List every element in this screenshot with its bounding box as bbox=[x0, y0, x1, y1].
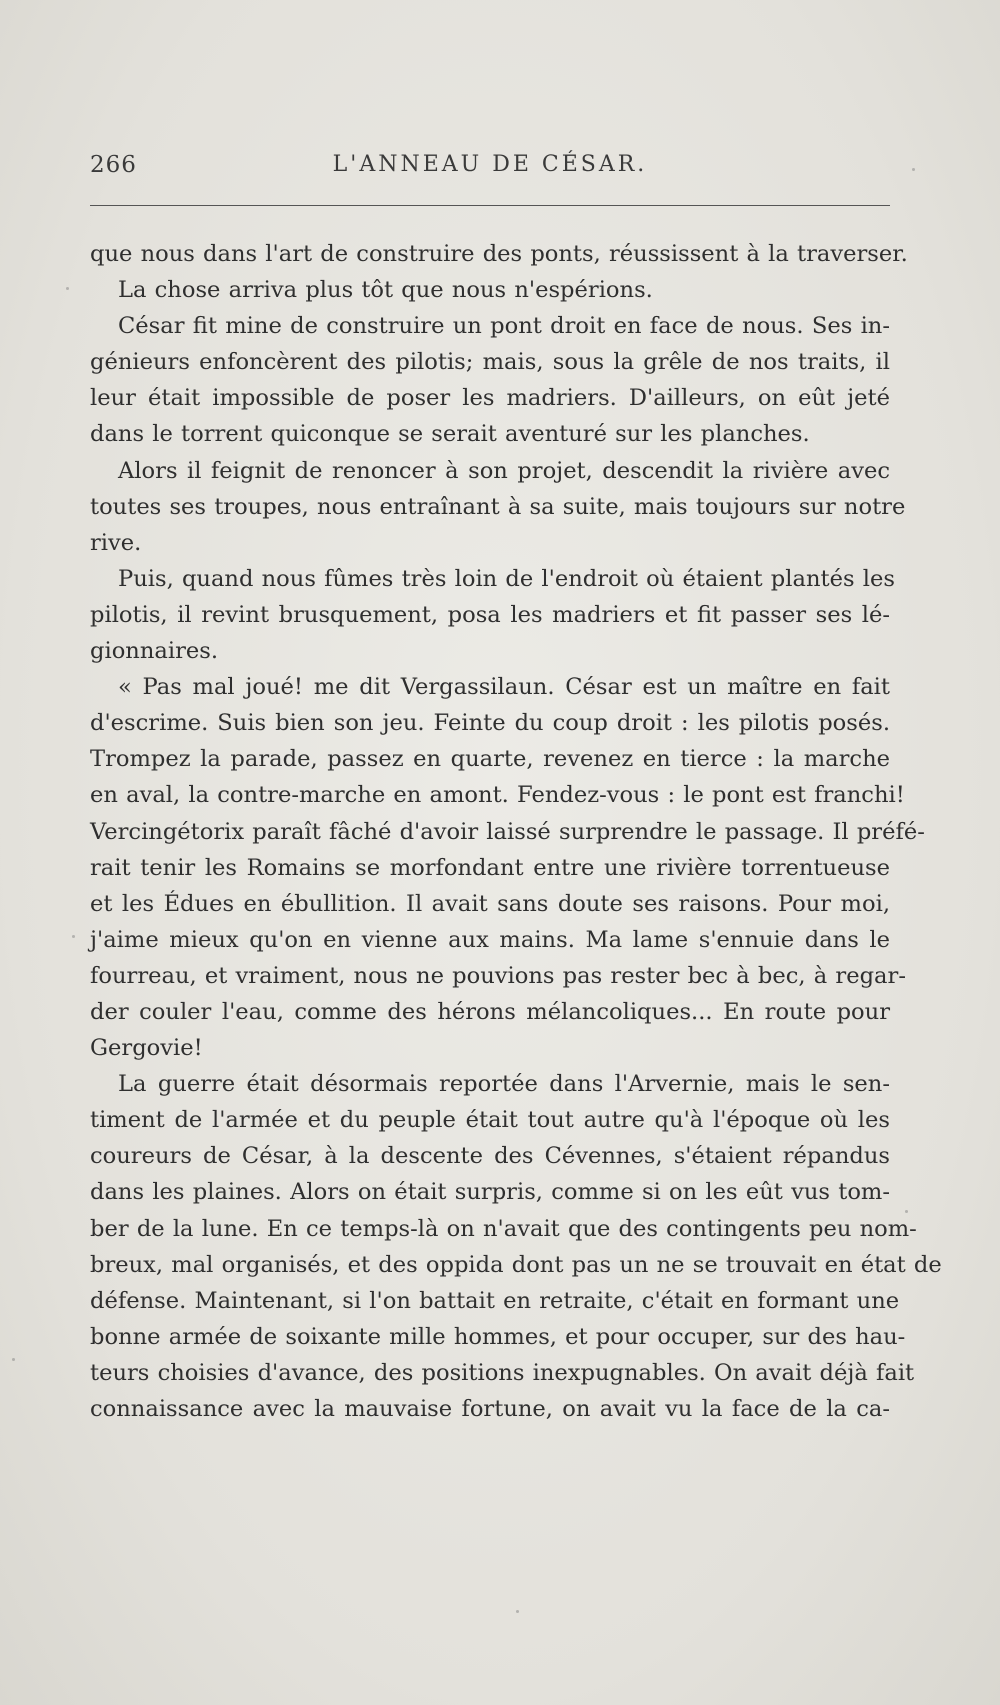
text-line: der couler l'eau, comme des hérons mélancoliques... En route pour bbox=[90, 998, 890, 1025]
text-line: défense. Maintenant, si l'on battait en retraite, c'était en formant une bbox=[90, 1287, 900, 1314]
text-line: La guerre était désormais reportée dans l'Arvernie, mais le sen- bbox=[118, 1071, 890, 1098]
text-line: génieurs enfoncèrent des pilotis; mais, sous la grêle de nos traits, il bbox=[90, 349, 890, 376]
text-line: j'aime mieux qu'on en vienne aux mains. Ma lame s'ennuie dans le bbox=[90, 926, 890, 953]
text-line: bonne armée de soixante mille hommes, et pour occuper, sur des hau- bbox=[90, 1323, 906, 1350]
paper-speck bbox=[912, 168, 915, 171]
text-line: « Pas mal joué! me dit Vergassilaun. César est un maître en fait bbox=[118, 674, 890, 701]
text-line: La chose arriva plus tôt que nous n'espérions. bbox=[118, 277, 653, 304]
text-line: Gergovie! bbox=[90, 1035, 203, 1062]
running-title: L'ANNEAU DE CÉSAR. bbox=[332, 152, 648, 177]
text-line: que nous dans l'art de construire des ponts, réussissent à la traverser. bbox=[90, 241, 908, 267]
text-line: en aval, la contre-marche en amont. Fendez-vous : le pont est franchi! bbox=[90, 782, 905, 809]
text-line: pilotis, il revint brusquement, posa les madriers et fit passer ses lé- bbox=[90, 601, 890, 628]
paper-speck bbox=[72, 935, 75, 938]
text-line: breux, mal organisés, et des oppida dont pas un ne se trouvait en état de bbox=[90, 1251, 942, 1278]
text-line: connaissance avec la mauvaise fortune, on avait vu la face de la ca- bbox=[90, 1396, 890, 1422]
text-line: et les Édues en ébullition. Il avait sans doute ses raisons. Pour moi, bbox=[90, 890, 890, 917]
paper-speck bbox=[12, 1358, 15, 1361]
text-line: Vercingétorix paraît fâché d'avoir laissé surprendre le passage. Il préfé- bbox=[90, 818, 925, 845]
page-number: 266 bbox=[90, 152, 137, 178]
text-line: fourreau, et vraiment, nous ne pouvions pas rester bec à bec, à regar- bbox=[90, 962, 906, 989]
text-line: teurs choisies d'avance, des positions inexpugnables. On avait déjà fait bbox=[90, 1359, 915, 1386]
text-line: rive. bbox=[90, 529, 142, 556]
text-line: dans les plaines. Alors on était surpris, comme si on les eût vus tom- bbox=[90, 1179, 890, 1206]
text-line: gionnaires. bbox=[90, 638, 219, 665]
text-line: coureurs de César, à la descente des Cévennes, s'étaient répandus bbox=[90, 1143, 890, 1170]
paper-speck bbox=[516, 1610, 519, 1613]
text-line: César fit mine de construire un pont droit en face de nous. Ses in- bbox=[118, 313, 890, 340]
header-rule bbox=[90, 205, 890, 206]
text-line: d'escrime. Suis bien son jeu. Feinte du coup droit : les pilotis posés. bbox=[90, 710, 890, 737]
text-line: Puis, quand nous fûmes très loin de l'endroit où étaient plantés les bbox=[118, 565, 895, 592]
paper-speck bbox=[905, 1210, 908, 1213]
text-line: dans le torrent quiconque se serait aventuré sur les planches. bbox=[90, 421, 810, 448]
running-head bbox=[90, 152, 890, 192]
paper-speck bbox=[66, 287, 69, 290]
text-line: rait tenir les Romains se morfondant entre une rivière torrentueuse bbox=[90, 854, 890, 881]
text-line: Alors il feignit de renoncer à son projet, descendit la rivière avec bbox=[118, 457, 890, 484]
text-line: timent de l'armée et du peuple était tout autre qu'à l'époque où les bbox=[90, 1107, 890, 1134]
text-line: Trompez la parade, passez en quarte, revenez en tierce : la marche bbox=[90, 746, 890, 773]
body-text bbox=[90, 236, 942, 1427]
text-line: toutes ses troupes, nous entraînant à sa suite, mais toujours sur notre bbox=[90, 493, 906, 520]
text-line: leur était impossible de poser les madriers. D'ailleurs, on eût jeté bbox=[90, 385, 890, 412]
text-line: ber de la lune. En ce temps-là on n'avait que des contingents peu nom- bbox=[90, 1215, 917, 1242]
